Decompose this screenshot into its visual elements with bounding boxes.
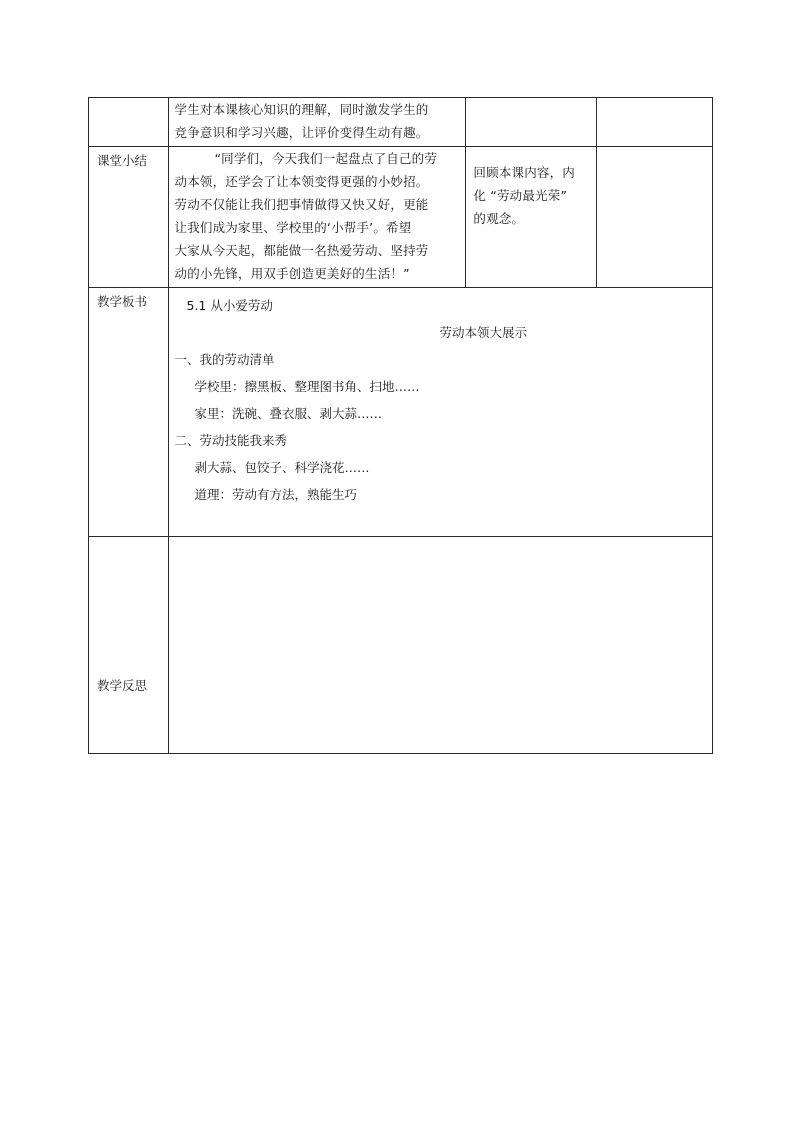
reflect-label-cell: [89, 537, 169, 754]
summary-content-cell: [168, 147, 466, 288]
continued-design-cell: [466, 98, 597, 147]
summary-line-2: 动本领，还学会了让本领变得更强的小妙招。: [174, 174, 429, 189]
summary-design-cell: [466, 147, 597, 288]
summary-design-line-3: 的观念。: [473, 211, 525, 226]
board-skills-list: 剥大蒜、包饺子、科学浇花……: [194, 460, 370, 475]
continued-line-1: 学生对本课核心知识的理解，同时激发学生的: [174, 102, 429, 117]
summary-note-cell: [597, 147, 713, 288]
summary-design-line-2: 化 “劳动最光荣”: [473, 188, 568, 203]
summary-line-1: “同学们，今天我们一起盘点了自己的劳: [214, 151, 438, 166]
summary-line-4: 让我们成为家里、学校里的‘小帮手’。希望: [174, 220, 412, 235]
board-section-1-title: 一、我的劳动清单: [174, 352, 275, 367]
summary-label: 课堂小结: [89, 147, 169, 288]
continued-label-cell: [89, 98, 169, 147]
summary-line-3: 劳动不仅能让我们把事情做得又快又好，更能: [174, 197, 429, 212]
summary-design-line-1: 回顾本课内容，内: [473, 165, 576, 180]
board-lesson-title: 5.1 从小爱劳动: [186, 298, 273, 313]
board-label: 教学板书: [89, 288, 169, 537]
blackboard-row: [89, 288, 713, 537]
evaluation-continued-row: [89, 98, 713, 147]
board-subtitle: 劳动本领大展示: [439, 325, 527, 340]
lesson-plan-table: [88, 97, 713, 754]
summary-line-6: 动的小先锋，用双手创造更美好的生活！”: [174, 266, 410, 281]
board-section-2-title: 二、劳动技能我来秀: [174, 433, 288, 448]
continued-note-cell: [597, 98, 713, 147]
board-content-cell: [168, 288, 713, 537]
reflection-row: [89, 537, 713, 754]
reflect-content-cell: [168, 537, 713, 754]
board-school-list: 学校里：擦黑板、整理图书角、扫地……: [194, 379, 420, 394]
continued-line-2: 竞争意识和学习兴趣，让评价变得生动有趣。: [174, 125, 429, 140]
class-summary-row: [89, 147, 713, 288]
summary-line-5: 大家从今天起，都能做一名热爱劳动、坚持劳: [174, 243, 429, 258]
reflect-label: 教学反思: [97, 678, 148, 693]
board-principle: 道理：劳动有方法，熟能生巧: [194, 487, 358, 502]
board-home-list: 家里：洗碗、叠衣服、剥大蒜……: [194, 406, 383, 421]
continued-content-cell: [168, 98, 466, 147]
